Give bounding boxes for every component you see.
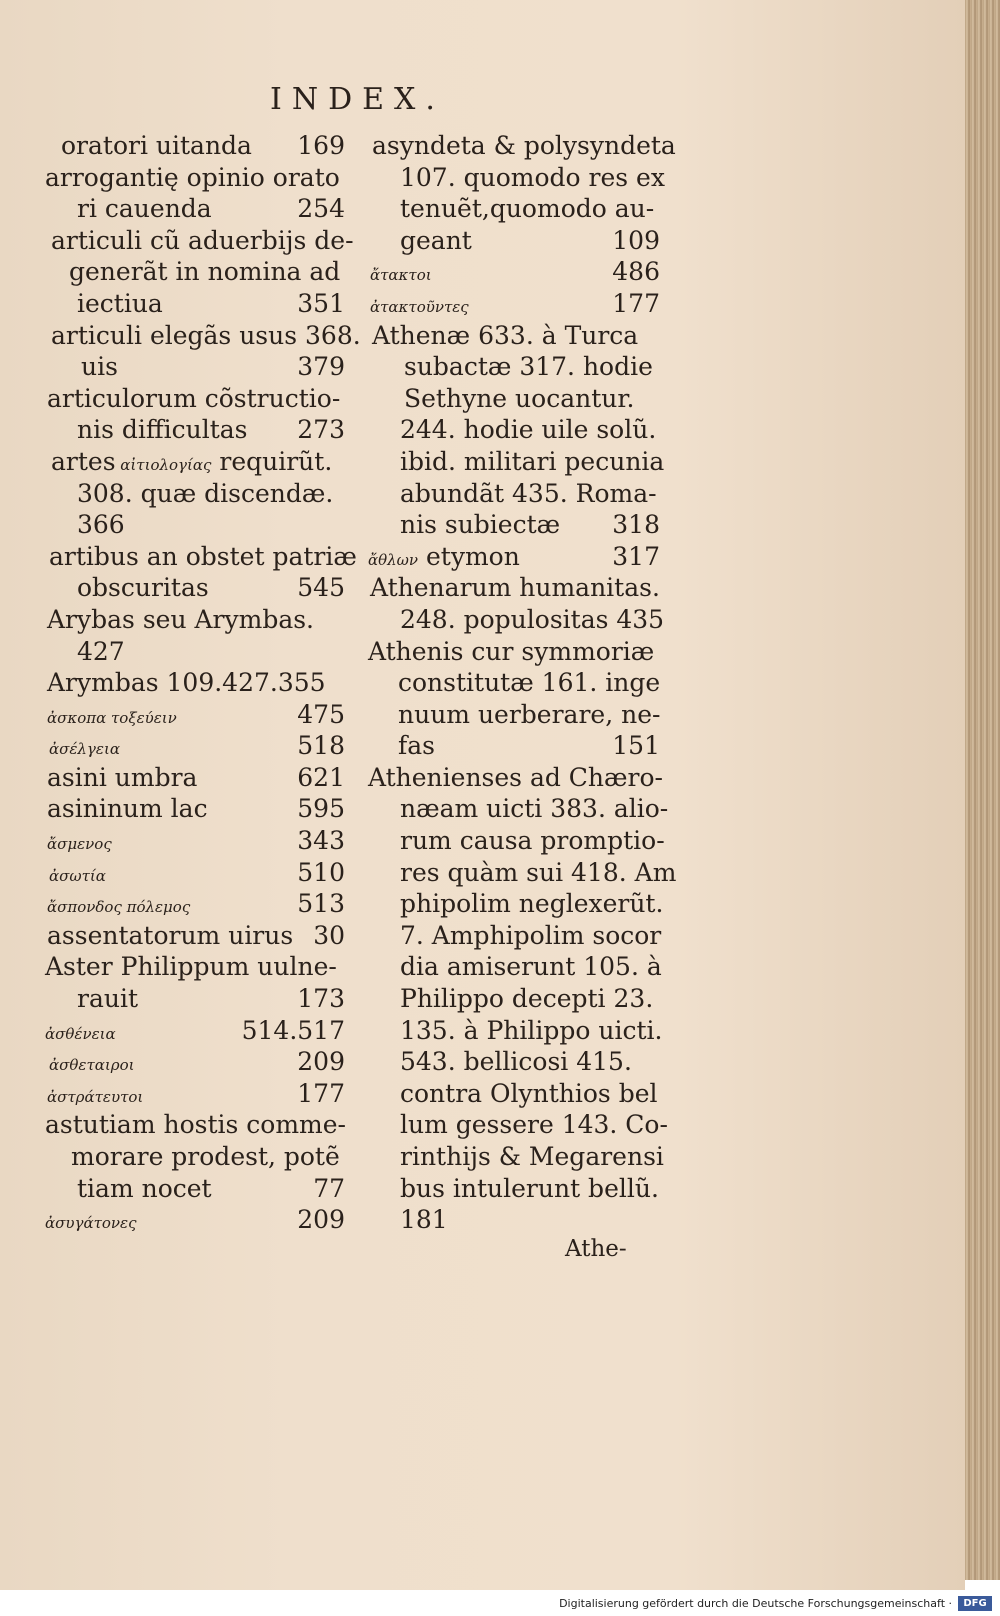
entry-page-number: 273 [297, 415, 345, 445]
entry-text [77, 414, 248, 446]
entry-text [51, 225, 354, 257]
index-entry [45, 130, 345, 162]
entry-greek: ἄσμενος [47, 835, 112, 854]
index-entry [45, 320, 361, 352]
index-column-right [368, 130, 677, 1236]
entry-latin: ibid. militari pecunia [400, 446, 665, 476]
entry-text [77, 1173, 212, 1205]
index-entry [368, 162, 665, 194]
index-entry [45, 288, 345, 320]
entry-text [71, 1141, 340, 1173]
index-entry [368, 730, 660, 762]
entry-latin: arrogantię opinio orato [45, 162, 340, 192]
entry-page-number: 343 [297, 826, 345, 856]
entry-text [45, 162, 340, 194]
entry-page-number: 177 [612, 288, 660, 318]
entry-latin-after: requirũt. [211, 446, 333, 476]
entry-text [400, 857, 676, 889]
entry-text [368, 541, 520, 577]
entry-text [398, 699, 660, 731]
index-entry [45, 793, 345, 825]
entry-page-number: 318 [612, 510, 660, 540]
entry-text [400, 888, 663, 920]
index-entry [45, 478, 345, 510]
entry-latin: astutiam hostis comme- [45, 1110, 346, 1140]
index-entry [45, 509, 345, 541]
index-entry [45, 636, 345, 668]
entry-latin: abundãt 435. Roma- [400, 478, 657, 508]
entry-page-number: 169 [297, 131, 345, 160]
entry-latin: dia amiserunt 105. à [400, 952, 662, 982]
entry-latin: Athenis cur symmoriæ [368, 636, 655, 666]
entry-latin: morare prodest, potẽ [71, 1142, 340, 1171]
entry-text [404, 351, 653, 383]
index-entry [368, 699, 660, 731]
entry-page-number: 209 [297, 1205, 345, 1235]
entry-latin: articuli elegãs usus 368. [51, 320, 361, 350]
entry-greek: ἀτακτοῦντες [370, 297, 469, 316]
entry-text [400, 1109, 668, 1141]
entry-latin: Athenarum humanitas. [370, 573, 660, 603]
entry-latin: Athenienses ad Chæro- [368, 762, 663, 792]
index-entry [368, 920, 660, 952]
entry-text [77, 636, 125, 668]
index-entry [45, 225, 354, 257]
entry-latin: rinthijs & Megarensi [400, 1142, 664, 1171]
entry-text [77, 193, 212, 225]
entry-text [400, 446, 664, 478]
index-entry [368, 1141, 664, 1173]
index-entry [368, 1046, 660, 1078]
entry-latin: Arybas seu Arymbas. [47, 604, 315, 634]
index-entry [45, 888, 345, 920]
entry-latin: iectiua [77, 288, 163, 318]
entry-text [400, 920, 661, 952]
entry-greek: ἄτακτοι [370, 266, 432, 285]
entry-text [47, 888, 190, 924]
entry-text [400, 1046, 632, 1078]
dfg-logo: DFG [958, 1596, 992, 1611]
entry-latin: rum causa promptio- [400, 826, 665, 856]
entry-page-number: 177 [297, 1078, 345, 1108]
entry-text [45, 1204, 136, 1240]
entry-latin: fas [398, 731, 435, 761]
entry-page-number: 379 [297, 352, 345, 382]
entry-text [370, 288, 469, 324]
entry-text [47, 604, 314, 636]
entry-greek: ἀσκοπα τοξεύειν [47, 708, 177, 727]
entry-page-number: 151 [612, 731, 660, 761]
entry-text [77, 288, 163, 320]
entry-text [47, 383, 340, 415]
index-entry [368, 225, 660, 257]
entry-text [400, 1173, 659, 1205]
index-entry [368, 478, 660, 510]
entry-text [400, 951, 662, 983]
entry-text [400, 825, 665, 857]
entry-text [400, 478, 657, 510]
entry-latin: tiam nocet [77, 1173, 212, 1203]
entry-latin: asininum lac [47, 794, 208, 824]
entry-text [398, 730, 435, 762]
entry-text [400, 1141, 664, 1173]
entry-text [47, 920, 293, 952]
index-entry [45, 162, 345, 194]
index-entry [368, 193, 660, 225]
entry-text [61, 130, 252, 162]
entry-greek: ἀσέλγεια [49, 740, 120, 759]
entry-text [370, 572, 660, 604]
entry-latin: 7. Amphipolim socor [400, 920, 662, 950]
entry-text [400, 983, 653, 1015]
entry-text [77, 572, 209, 604]
entry-latin: rauit [77, 984, 138, 1014]
entry-text [400, 225, 472, 257]
index-entry [368, 888, 664, 920]
entry-latin: tenuẽt,quomodo au- [400, 194, 655, 224]
entry-latin: artes [51, 446, 116, 476]
entry-latin: 543. bellicosi 415. [400, 1047, 632, 1077]
entry-latin: nuum uerberare, ne- [398, 699, 661, 729]
entry-page-number: 510 [297, 857, 345, 887]
entry-latin: 308. quæ discendæ. [77, 478, 334, 508]
entry-latin: phipolim neglexerũt. [400, 889, 664, 919]
entry-text [77, 509, 125, 541]
entry-latin: contra Olynthios bel [400, 1078, 658, 1108]
entry-text [404, 383, 635, 415]
entry-text [69, 256, 340, 288]
entry-text [368, 762, 663, 794]
entry-latin: Aster Philippum uulne- [45, 952, 337, 982]
entry-text [400, 1078, 657, 1110]
index-entry [368, 762, 663, 794]
index-entry [368, 541, 660, 573]
index-entry [45, 1046, 345, 1078]
entry-page-number: 595 [297, 794, 345, 824]
entry-text [45, 1015, 116, 1051]
index-entry [368, 825, 665, 857]
index-entry [45, 1078, 345, 1110]
entry-text [51, 446, 332, 482]
index-entry [368, 1015, 663, 1047]
entry-page-number: 317 [612, 541, 660, 571]
index-entry [45, 1141, 345, 1173]
index-entry [45, 572, 345, 604]
entry-greek: ἀσυγάτονες [45, 1214, 137, 1233]
footer-credit: Digitalisierung gefördert durch die Deutsche Forschungsgemeinschaft · [559, 1597, 952, 1610]
entry-latin: assentatorum uirus [47, 920, 294, 950]
index-entry [45, 541, 357, 573]
entry-text [47, 762, 197, 794]
entry-latin: asini umbra [47, 762, 198, 792]
index-entry [45, 351, 345, 383]
index-entry [368, 256, 660, 288]
index-entry [368, 857, 677, 889]
entry-latin: bus intulerunt bellũ. [400, 1173, 659, 1203]
entry-latin: asyndeta & polysyndeta [372, 131, 676, 160]
entry-page-number: 30 [313, 920, 345, 950]
entry-latin: nis difficultas [77, 415, 248, 445]
entry-latin: Arymbas 109.427.355 [47, 668, 326, 698]
entry-page-number: 545 [297, 573, 345, 603]
index-entry [368, 1173, 660, 1205]
entry-greek: ἀστράτευτοι [47, 1087, 144, 1106]
entry-text [45, 1109, 346, 1141]
entry-page-number: 109 [612, 225, 660, 255]
entry-latin: 135. à Philippo uicti. [400, 1015, 663, 1045]
entry-greek: ἄσπονδος πόλεμος [47, 898, 191, 917]
entry-text [49, 857, 106, 893]
entry-latin: 427 [77, 636, 125, 666]
entry-text [400, 604, 664, 636]
entry-page-number: 621 [297, 762, 345, 792]
entry-text [77, 983, 138, 1015]
entry-text [47, 699, 177, 735]
entry-text [47, 825, 112, 861]
entry-greek: ἀσθεταιροι [49, 1056, 135, 1075]
index-entry [45, 256, 345, 288]
index-entry [368, 951, 660, 983]
index-entry [368, 288, 660, 320]
entry-text [400, 414, 656, 446]
entry-latin: articuli cũ aduerbijs de- [51, 225, 354, 255]
entry-latin: 248. populositas 435 [400, 604, 665, 634]
entry-page-number: 514.517 [241, 1015, 345, 1045]
entry-page-number: 209 [297, 1047, 345, 1077]
index-entry [45, 193, 345, 225]
entry-latin-after: etymon [418, 541, 520, 571]
entry-page-number: 254 [297, 194, 345, 224]
entry-latin: constitutæ 161. inge [398, 668, 661, 698]
index-entry [45, 383, 345, 415]
page-header: INDEX. [270, 82, 445, 117]
entry-latin: subactæ 317. hodie [404, 352, 653, 382]
entry-latin: 181 [400, 1205, 448, 1235]
entry-text [400, 193, 654, 225]
entry-greek: ἀσωτία [49, 866, 106, 885]
entry-text [400, 793, 668, 825]
index-entry [368, 983, 660, 1015]
index-entry [45, 825, 345, 857]
entry-page-number: 475 [297, 699, 345, 729]
entry-text [368, 636, 654, 668]
entry-latin: næam uicti 383. alio- [400, 794, 669, 824]
index-entry [45, 951, 345, 983]
index-entry [45, 920, 345, 952]
entry-text [372, 320, 638, 352]
index-entry [368, 414, 660, 446]
entry-latin: Philippo decepti 23. [400, 984, 654, 1014]
entry-page-number: 518 [297, 731, 345, 761]
entry-latin: oratori uitanda [61, 131, 252, 160]
entry-latin: geant [400, 225, 472, 255]
entry-text [47, 793, 208, 825]
catchword: Athe- [565, 1236, 627, 1262]
index-entry [45, 762, 345, 794]
index-entry [368, 320, 660, 352]
entry-latin: artibus an obstet patriæ [49, 541, 357, 571]
entry-page-number: 513 [297, 889, 345, 919]
entry-latin: nis subiectæ [400, 510, 561, 540]
entry-latin: generãt in nomina ad [69, 257, 341, 287]
page-edge [965, 0, 1000, 1580]
index-entry [45, 730, 345, 762]
entry-page-number: 486 [612, 257, 660, 287]
entry-latin: 244. hodie uile solũ. [400, 415, 657, 445]
entry-text [45, 951, 337, 983]
entry-text [400, 1015, 662, 1047]
entry-page-number: 351 [297, 288, 345, 318]
entry-text [49, 541, 357, 573]
index-entry [368, 1109, 668, 1141]
entry-text [372, 130, 676, 162]
entry-text [49, 1046, 135, 1082]
entry-latin: Athenæ 633. à Turca [372, 320, 639, 350]
index-entry [368, 509, 660, 541]
entry-text [398, 667, 660, 699]
entry-latin: 366 [77, 510, 125, 540]
index-entry [45, 1204, 345, 1236]
index-entry [45, 667, 345, 699]
index-entry [368, 604, 665, 636]
index-column-left [45, 130, 361, 1236]
index-entry [368, 446, 665, 478]
entry-latin: articulorum cõstructio- [47, 383, 341, 413]
entry-greek: ἀσθένεια [45, 1024, 116, 1043]
index-entry [368, 793, 669, 825]
entry-latin: ri cauenda [77, 194, 212, 224]
entry-text [51, 320, 361, 352]
entry-text [49, 730, 120, 766]
entry-greek: ἄθλων [368, 550, 419, 569]
index-entry [45, 983, 345, 1015]
entry-text [47, 667, 326, 699]
index-entry [368, 572, 660, 604]
entry-text [400, 1204, 448, 1236]
index-entry [368, 351, 660, 383]
entry-latin: 107. quomodo res ex [400, 162, 665, 192]
entry-text [400, 509, 560, 541]
entry-greek: αἰτιολογίας [115, 455, 212, 474]
index-entry [368, 130, 676, 162]
index-entry [45, 604, 345, 636]
index-entry [368, 636, 660, 668]
index-entry [368, 1204, 660, 1236]
index-entry [45, 414, 345, 446]
index-entry [368, 1078, 660, 1110]
entry-text [81, 351, 118, 383]
entry-text [400, 162, 665, 194]
entry-page-number: 77 [313, 1173, 345, 1203]
entry-latin: Sethyne uocantur. [404, 383, 635, 413]
entry-latin: lum gessere 143. Co- [400, 1110, 668, 1140]
index-entry [45, 699, 345, 731]
entry-latin: res quàm sui 418. Am [400, 857, 677, 887]
entry-latin: uis [81, 352, 118, 382]
entry-text [47, 1078, 143, 1114]
entry-latin: obscuritas [77, 573, 209, 603]
index-entry [45, 1173, 345, 1205]
index-entry [45, 1015, 345, 1047]
entry-text [370, 256, 432, 292]
index-entry [45, 1109, 345, 1141]
index-entry [368, 383, 660, 415]
index-entry [368, 667, 660, 699]
index-entry [45, 857, 345, 889]
index-entry [45, 446, 345, 478]
entry-page-number: 173 [297, 984, 345, 1014]
entry-text [77, 478, 333, 510]
